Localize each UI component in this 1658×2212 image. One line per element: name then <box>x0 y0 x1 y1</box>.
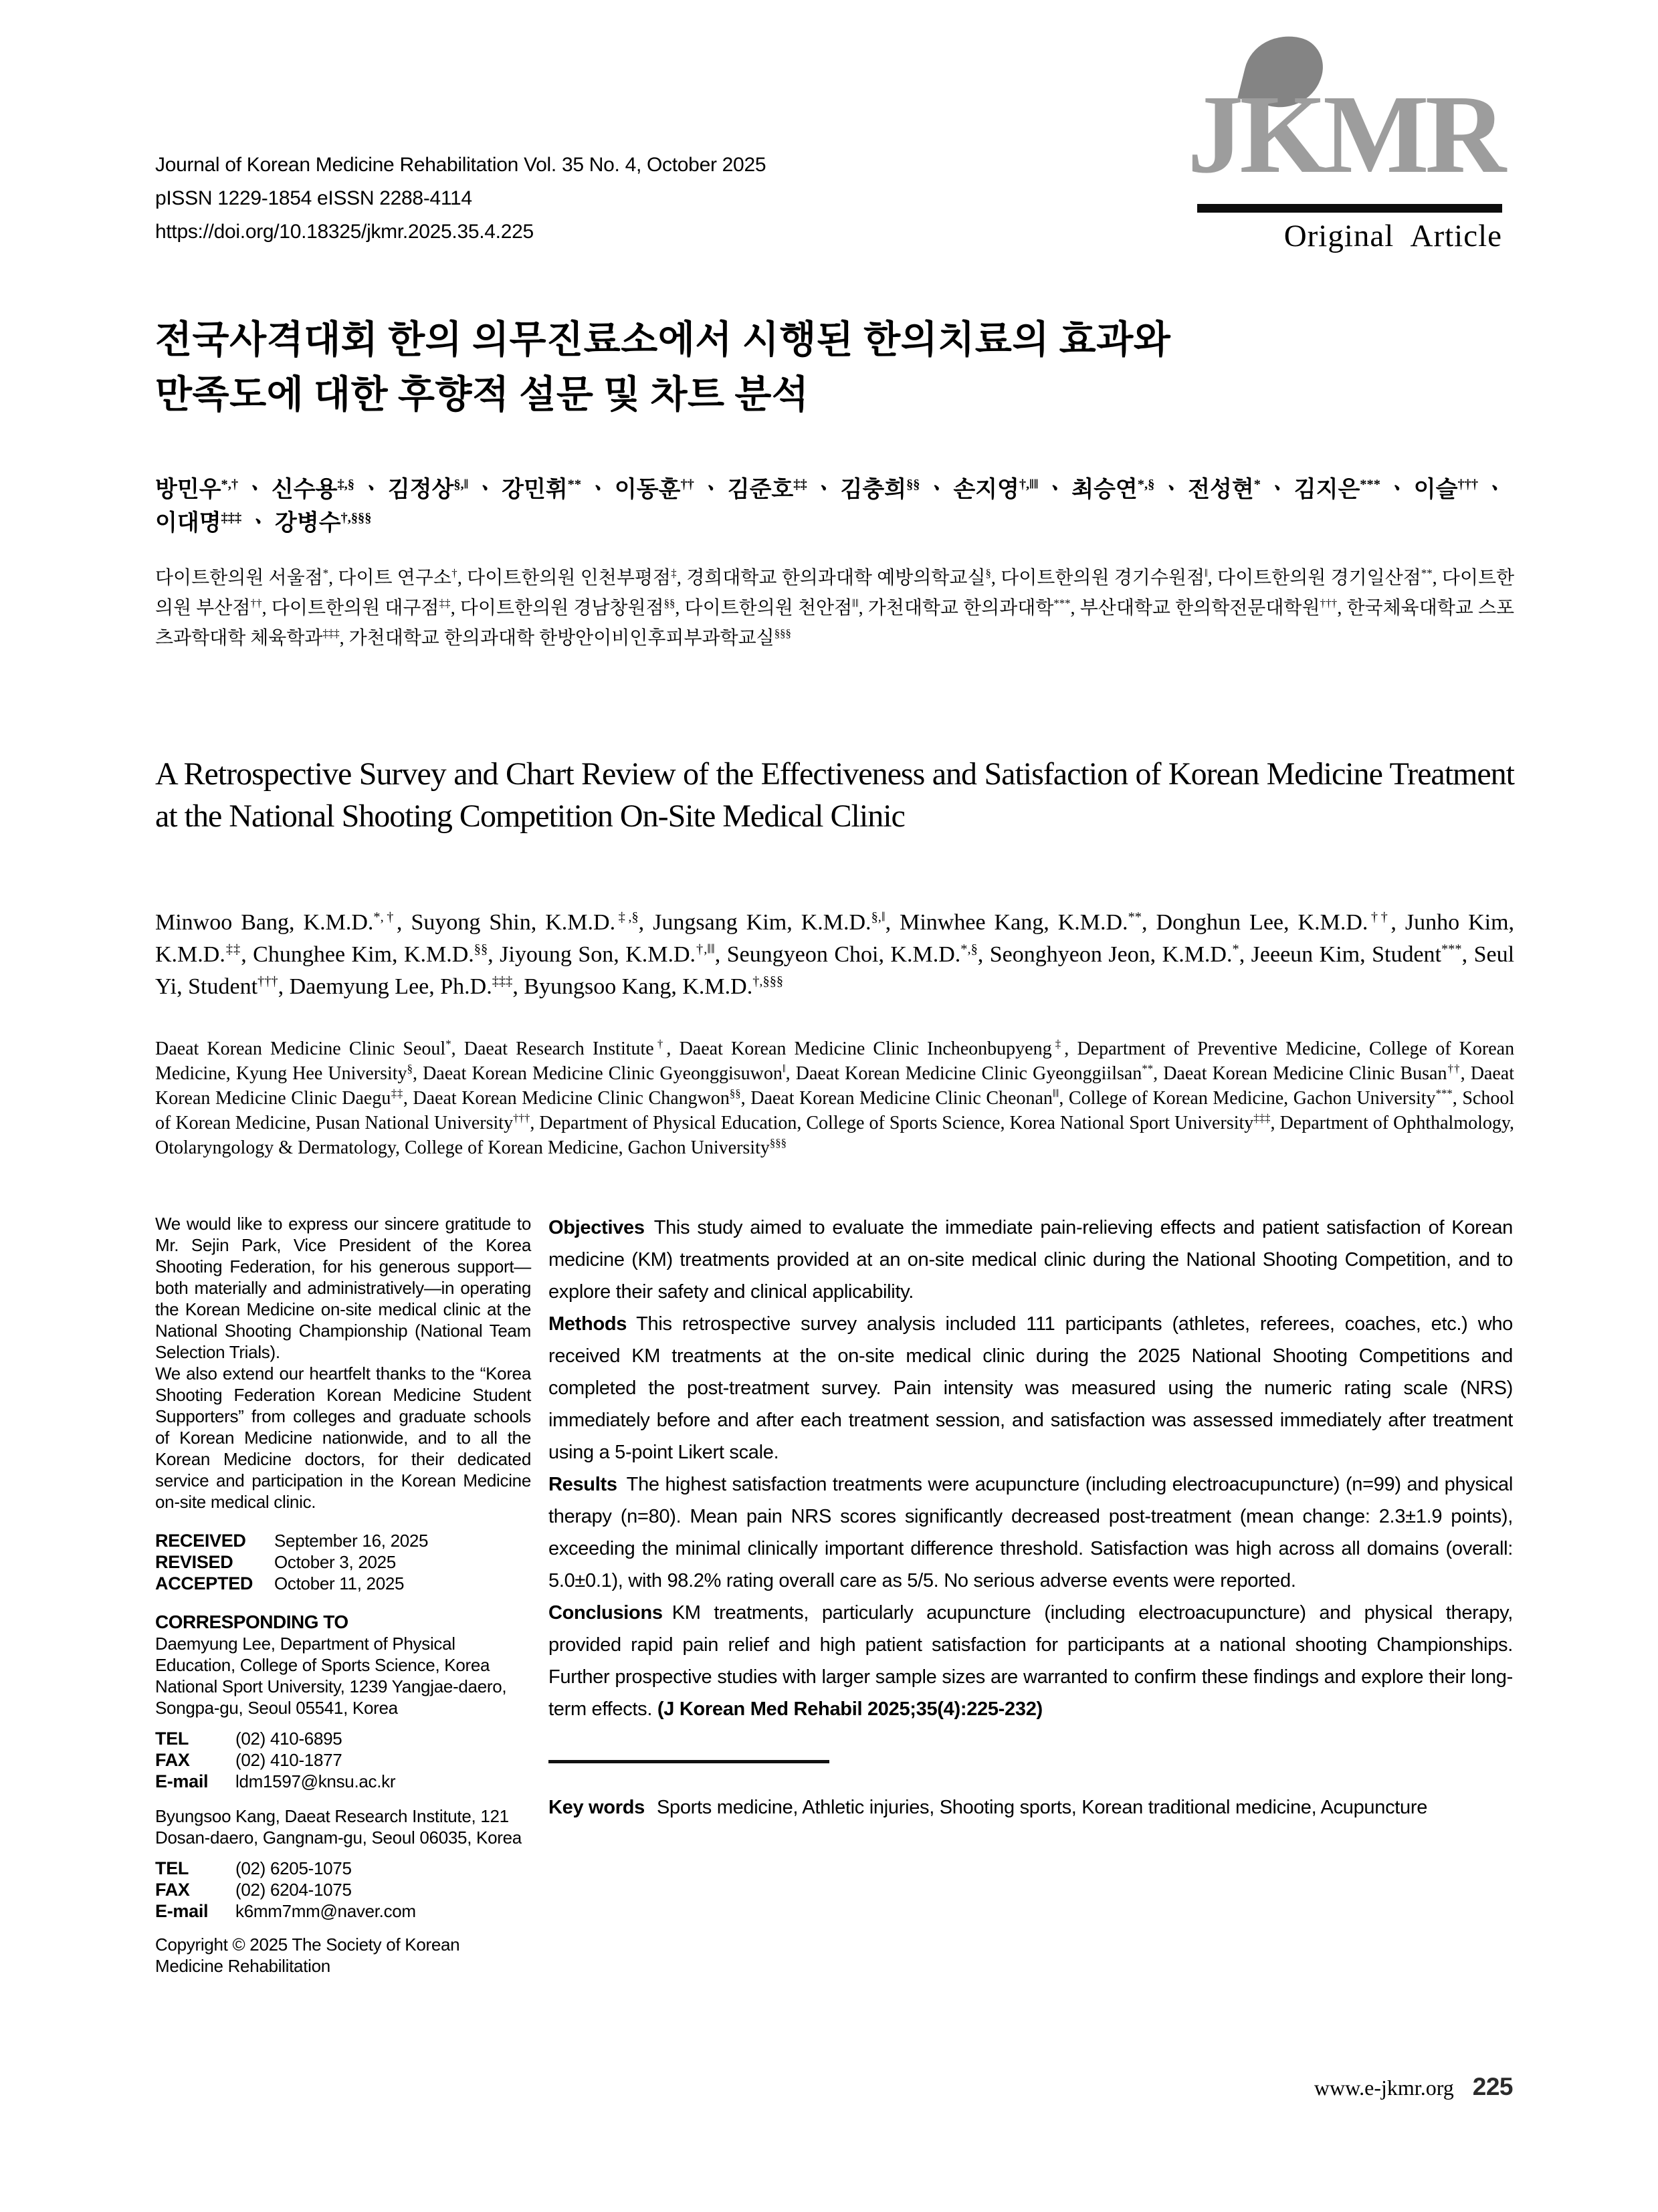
email-address[interactable]: ldm1597@knsu.ac.kr <box>235 1771 396 1791</box>
contact-block-1 <box>155 1728 531 1792</box>
fax-row <box>155 1879 531 1900</box>
received-label: RECEIVED <box>155 1531 246 1551</box>
revised-date: October 3, 2025 <box>274 1552 396 1572</box>
fax-label: FAX <box>155 1750 190 1770</box>
fax-number: (02) 6204-1075 <box>235 1880 352 1900</box>
results-text: The highest satisfaction treatments were acupuncture (including electroacupuncture) (n=99) and physical therapy (n=80). Mean pain NRS scores significantly decreased post-treatment (mean change: 2.3±1.9 points), exceeding the minimal clinically important difference threshold. Satisfaction was high across all domains (overall: 5.0±0.1), with 98.2% rating overall care as 5/5. No serious adverse events were reported. <box>548 1474 1513 1591</box>
accepted-date: October 11, 2025 <box>274 1573 405 1593</box>
tel-row <box>155 1858 531 1879</box>
tel-label: TEL <box>155 1729 189 1749</box>
fax-row <box>155 1749 531 1771</box>
page-number: 225 <box>1472 2073 1513 2100</box>
accepted-row <box>155 1573 531 1594</box>
left-sidebar <box>155 1213 531 1977</box>
journal-header <box>155 148 1025 249</box>
keywords-label: Key words <box>548 1797 645 1818</box>
tel-number: (02) 410-6895 <box>235 1729 342 1749</box>
revised-label: REVISED <box>155 1552 233 1572</box>
email-address[interactable]: k6mm7mm@naver.com <box>235 1901 416 1921</box>
email-label: E-mail <box>155 1771 209 1791</box>
copyright-notice: Copyright © 2025 The Society of Korean Medicine Rehabilitation <box>155 1934 460 1976</box>
doi-link[interactable]: https://doi.org/10.18325/jkmr.2025.35.4.225 <box>155 221 534 243</box>
journal-citation: (J Korean Med Rehabil 2025;35(4):225-232) <box>657 1698 1043 1720</box>
jkmr-logo <box>1187 35 1502 265</box>
methods-label: Methods <box>548 1313 627 1335</box>
fax-number: (02) 410-1877 <box>235 1750 342 1770</box>
journal-title-line: Journal of Korean Medicine Rehabilitation Vol. 35 No. 4, October 2025 <box>155 154 766 176</box>
korean-affiliations: 다이트한의원 서울점*, 다이트 연구소†, 다이트한의원 인천부평점‡, 경희대학교 한의과대학 예방의학교실§, 다이트한의원 경기수원점‖, 다이트한의원 경기일산점**, 다이트한의원 부산점††, 다이트한의원 대구점‡‡, 다이트한의원 경남창원점§§, 다이트한의원 천안점‖‖, 가천대학교 한의과대학***, 부산대학교 한의학전문대학원†††, 한국체육대학교 스포츠과학대학 체육학과‡‡‡, 가천대학교 한의과대학 한방안이비인후피부과학교실§§§ <box>155 566 1515 649</box>
journal-url[interactable]: www.e-jkmr.org <box>1314 2076 1454 2100</box>
article-type-label: Original Article <box>1283 219 1502 253</box>
korean-title-line1: 전국사격대회 한의 의무진료소에서 시행된 한의치료의 효과와 <box>155 319 1171 361</box>
conclusions-text: KM treatments, particularly acupuncture (including electroacupuncture) and physical therapy, provided rapid pain relief and high patient satisfaction for participants at a national shooting Championships. Further prospective studies with larger sample sizes are warranted to confirm these findings and explore their long-term effects. <box>548 1602 1513 1720</box>
article-history <box>155 1530 531 1594</box>
methods-paragraph <box>548 1308 1513 1468</box>
tel-label: TEL <box>155 1858 189 1878</box>
english-authors: Minwoo Bang, K.M.D.*,†, Suyong Shin, K.M.D.‡,§, Jungsang Kim, K.M.D.§,‖, Minwhee Kang, K.M.D.**, Donghun Lee, K.M.D.††, Junho Kim, K.M.D.‡‡, Chunghee Kim, K.M.D.§§, Jiyoung Son, K.M.D.†,‖‖, Seungyeon Choi, K.M.D.*,§, Seonghyeon Jeon, K.M.D.*, Jeeeun Kim, Student***, Seul Yi, Student†††, Daemyung Lee, Ph.D.‡‡‡, Byungsoo Kang, K.M.D.†,§§§ <box>155 909 1515 999</box>
corresponding-address-1: Daemyung Lee, Department of Physical Education, College of Sports Science, Korea National Sport University, 1239 Yangjae-daero, Songpa-gu, Seoul 05541, Korea <box>155 1634 507 1718</box>
english-title: A Retrospective Survey and Chart Review of the Effectiveness and Satisfaction of Korean Medicine Treatment at the National Shooting Competition On-Site Medical Clinic <box>155 756 1514 834</box>
received-date: September 16, 2025 <box>274 1531 429 1551</box>
conclusions-label: Conclusions <box>548 1602 663 1624</box>
page-footer <box>1314 2073 1513 2101</box>
tel-number: (02) 6205-1075 <box>235 1858 352 1878</box>
corresponding-address-2: Byungsoo Kang, Daeat Research Institute, 121 Dosan-daero, Gangnam-gu, Seoul 06035, Korea <box>155 1806 522 1848</box>
tel-row <box>155 1728 531 1749</box>
keywords-paragraph <box>548 1791 1513 1823</box>
korean-title-line2: 만족도에 대한 후향적 설문 및 차트 분석 <box>155 374 809 416</box>
email-label: E-mail <box>155 1901 209 1921</box>
conclusions-paragraph <box>548 1597 1513 1725</box>
objectives-paragraph <box>548 1212 1513 1308</box>
email-row <box>155 1900 531 1922</box>
english-affiliations: Daeat Korean Medicine Clinic Seoul*, Daeat Research Institute†, Daeat Korean Medicine Clinic Incheonbupyeng‡, Department of Preventive Medicine, College of Korean Medicine, Kyung Hee University§, Daeat Korean Medicine Clinic Gyeonggisuwon‖, Daeat Korean Medicine Clinic Gyeonggiilsan**, Daeat Korean Medicine Clinic Busan††, Daeat Korean Medicine Clinic Daegu‡‡, Daeat Korean Medicine Clinic Changwon§§, Daeat Korean Medicine Clinic Cheonan‖‖, College of Korean Medicine, Gachon University***, School of Korean Medicine, Pusan National University†††, Department of Physical Education, College of Sports Science, Korea National Sport University‡‡‡, Department of Ophthalmology, Otolaryngology & Dermatology, College of Korean Medicine, Gachon University§§§ <box>155 1037 1515 1158</box>
objectives-label: Objectives <box>548 1217 645 1238</box>
keywords-divider <box>548 1760 829 1763</box>
objectives-text: This study aimed to evaluate the immediate pain-relieving effects and patient satisfaction of Korean medicine (KM) treatments provided at an on-site medical clinic during the National Shooting Competition, and to explore their safety and clinical applicability. <box>548 1217 1513 1303</box>
results-label: Results <box>548 1474 617 1495</box>
results-paragraph <box>548 1468 1513 1597</box>
acknowledgment-paragraph-1: We would like to express our sincere gratitude to Mr. Sejin Park, Vice President of the Korea Shooting Federation, for his generous support—both materially and administratively—in operating the Korean Medicine on-site medical clinic at the National Shooting Championship (National Team Selection Trials). <box>155 1214 531 1362</box>
korean-authors: 방민우*,† ㆍ 신수용‡,§ ㆍ 김정상§,‖ ㆍ 강민휘** ㆍ 이동훈†† ㆍ 김준호‡‡ ㆍ 김충희§§ ㆍ 손지영†,‖‖ ㆍ 최승연*,§ ㆍ 전성현* ㆍ 김지은*** ㆍ 이슬††† ㆍ 이대명‡‡‡ ㆍ 강병수†,§§§ <box>155 477 1506 536</box>
corresponding-to-label: CORRESPONDING TO <box>155 1612 348 1632</box>
issn-line: pISSN 1229-1854 eISSN 2288-4114 <box>155 187 472 209</box>
email-row <box>155 1771 531 1792</box>
accepted-label: ACCEPTED <box>155 1573 253 1593</box>
abstract-section <box>548 1212 1513 1823</box>
received-row <box>155 1530 531 1551</box>
acknowledgment-paragraph-2: We also extend our heartfelt thanks to the “Korea Shooting Federation Korean Medicine Student Supporters” from colleges and graduate schools of Korean Medicine nationwide, and to all the Korean Medicine doctors, for their dedicated service and participation in the Korean Medicine on-site medical clinic. <box>155 1363 531 1512</box>
korean-title <box>155 313 1520 423</box>
logo-divider <box>1197 204 1502 213</box>
contact-block-2 <box>155 1858 531 1922</box>
logo-wordmark: JKMR <box>1187 72 1502 197</box>
revised-row <box>155 1551 531 1573</box>
fax-label: FAX <box>155 1880 190 1900</box>
keywords-text: Sports medicine, Athletic injuries, Shooting sports, Korean traditional medicine, Acupuncture <box>656 1797 1428 1818</box>
methods-text: This retrospective survey analysis included 111 participants (athletes, referees, coaches, etc.) who received KM treatments at the on-site medical clinic during the 2025 National Shooting Competitions and completed the post-treatment survey. Pain intensity was measured using the numeric rating scale (NRS) immediately before and after each treatment session, and satisfaction was assessed immediately after treatment using a 5-point Likert scale. <box>548 1313 1513 1463</box>
